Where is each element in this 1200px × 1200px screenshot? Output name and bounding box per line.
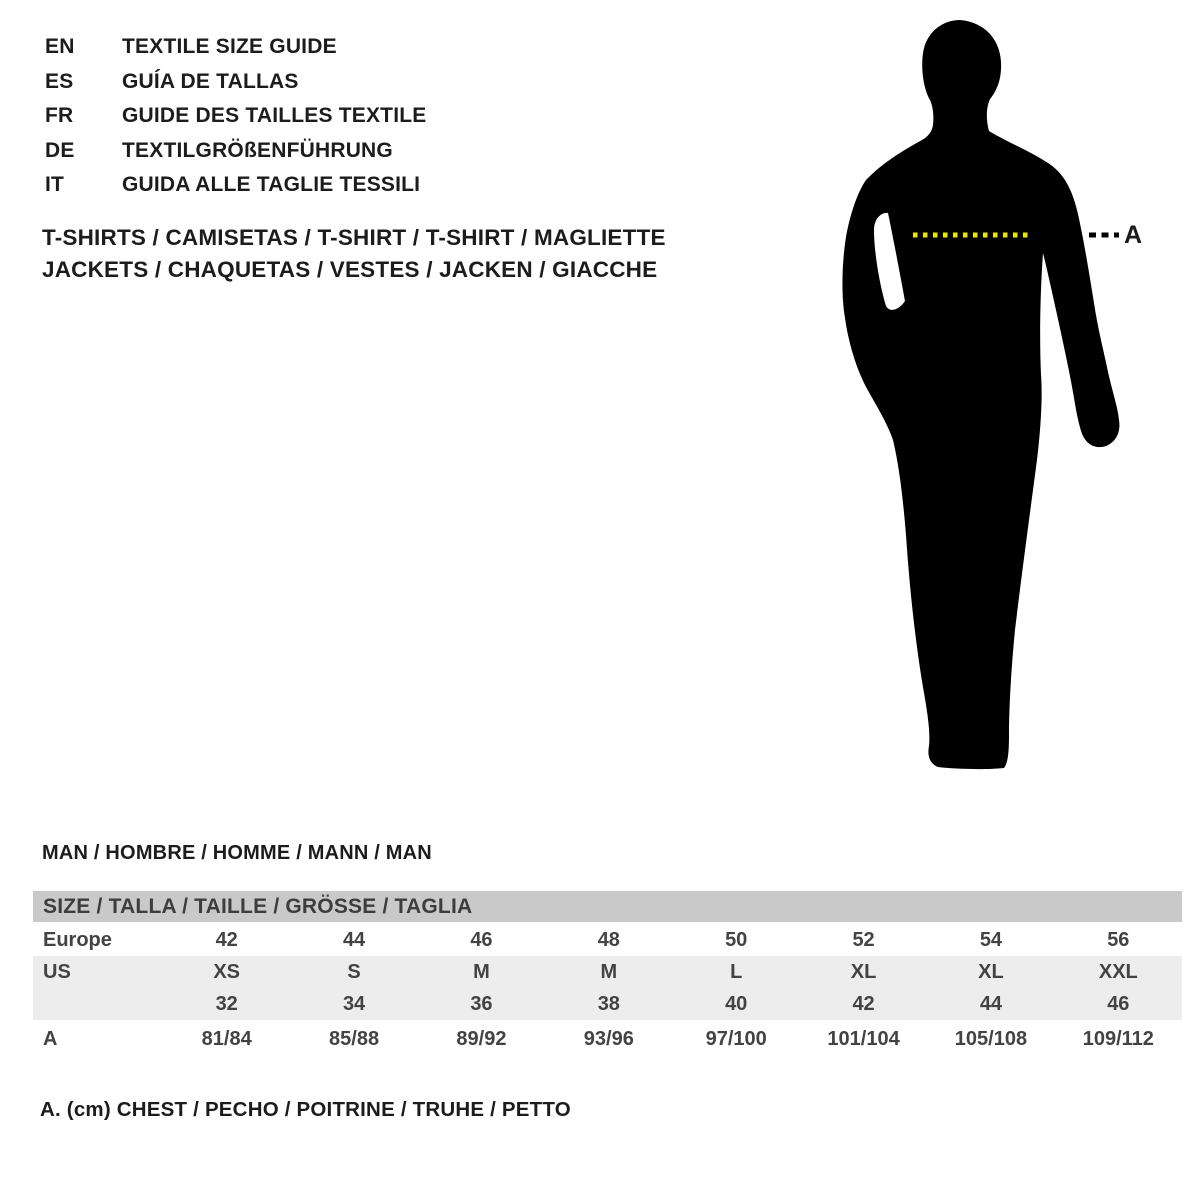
size-value: 42 xyxy=(215,928,238,951)
size-value: 50 xyxy=(725,928,748,951)
size-value: 34 xyxy=(342,992,366,1015)
size-value: 101/104 xyxy=(827,1027,900,1050)
size-value: 56 xyxy=(1107,928,1130,951)
man-silhouette xyxy=(842,20,1119,769)
language-title: GUIDE DES TAILLES TEXTILE xyxy=(122,104,427,128)
measurement-footnote: A. (cm) CHEST / PECHO / POITRINE / TRUHE / PETTO xyxy=(40,1098,571,1121)
language-code: DE xyxy=(45,138,75,162)
size-value: S xyxy=(347,960,361,983)
size-value: 40 xyxy=(725,992,748,1015)
language-title: TEXTILGRÖßENFÜHRUNG xyxy=(122,138,393,162)
table-row-europe xyxy=(33,924,1182,956)
size-value: 93/96 xyxy=(583,1027,634,1050)
size-value: 44 xyxy=(979,992,1003,1015)
size-value: M xyxy=(473,960,490,983)
size-value: 36 xyxy=(470,992,493,1015)
size-value: 81/84 xyxy=(201,1027,252,1050)
size-value: 46 xyxy=(470,928,493,951)
language-title: GUÍA DE TALLAS xyxy=(122,69,299,93)
size-value: 109/112 xyxy=(1082,1027,1154,1050)
size-value: 97/100 xyxy=(705,1027,767,1050)
size-value: 46 xyxy=(1107,992,1130,1015)
table-row-chest-a xyxy=(33,1020,1182,1058)
size-value: 44 xyxy=(342,928,366,951)
section-title-man: MAN / HOMBRE / HOMME / MANN / MAN xyxy=(42,842,432,864)
size-value: 105/108 xyxy=(954,1027,1028,1050)
size-value: XS xyxy=(213,960,241,983)
row-label: US xyxy=(43,960,71,983)
language-code: EN xyxy=(45,35,75,59)
language-title: TEXTILE SIZE GUIDE xyxy=(122,35,337,59)
row-label: Europe xyxy=(43,928,112,951)
size-value: M xyxy=(600,960,618,983)
size-table xyxy=(33,891,1182,1058)
category-tshirts: T-SHIRTS / CAMISETAS / T-SHIRT / T-SHIRT / MAGLIETTE xyxy=(42,225,666,250)
size-value: 32 xyxy=(215,992,238,1015)
size-value: 42 xyxy=(852,992,875,1015)
table-row-us-numeric xyxy=(33,988,1182,1020)
language-code: IT xyxy=(45,173,65,197)
size-value: 38 xyxy=(597,992,620,1015)
size-value: XL xyxy=(978,960,1004,983)
size-value: XXL xyxy=(1098,960,1138,983)
language-code: ES xyxy=(45,69,74,93)
size-value: XL xyxy=(850,960,877,983)
language-code: FR xyxy=(45,104,74,128)
measure-label-a: A xyxy=(1124,221,1143,249)
size-value: 89/92 xyxy=(456,1027,507,1050)
table-row-us xyxy=(33,956,1182,988)
size-value: 85/88 xyxy=(329,1027,380,1050)
size-table-header: SIZE / TALLA / TAILLE / GRÖSSE / TAGLIA xyxy=(33,891,1182,922)
size-value: 52 xyxy=(852,928,875,951)
size-value: 48 xyxy=(597,928,620,951)
language-title: GUIDA ALLE TAGLIE TESSILI xyxy=(122,173,421,197)
size-value: L xyxy=(730,960,743,983)
size-value: 54 xyxy=(979,928,1003,951)
category-jackets: JACKETS / CHAQUETAS / VESTES / JACKEN / GIACCHE xyxy=(42,257,658,282)
row-label: A xyxy=(43,1027,58,1050)
